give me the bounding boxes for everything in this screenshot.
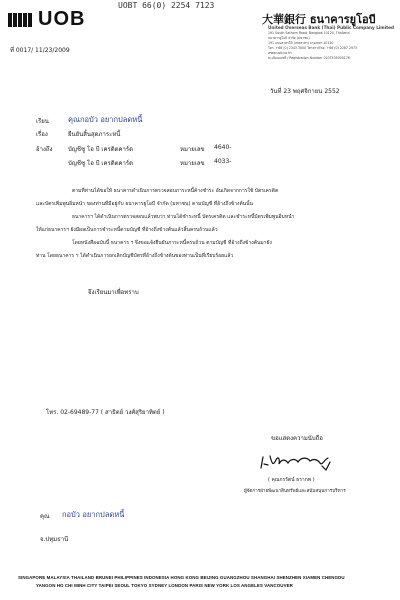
recipient-name: คุณกอบัว อยากปลดหนี้	[68, 115, 143, 124]
body-line: และบัตรเพิ่มพูนอิ่มหนำ ของท่านที่มีอยู่กับ ธนาคารยูโอบี จำกัด (มหาชน) ตามบัญชี ที่อ้างถึงข้างต้นนั้น	[36, 201, 253, 207]
reference-number-label: หมายเลข	[180, 160, 205, 167]
letter-date: วันที่ 23 พฤศจิกายน 2552	[270, 88, 340, 95]
registration-number: ทะเบียนเลขที่ / Registration Number 0107535000176	[268, 56, 350, 60]
reference-number-label: หมายเลข	[180, 146, 205, 153]
regards-text: ขอแสดงความนับถือ	[271, 435, 323, 442]
body-line: ท่าน โดยธนาคาร ฯ ได้ดำเนินการยกเลิกบัญชีบัตรที่อ้างถึงข้างต้นของท่านเป็นที่เรียบร้อยแล้ว	[36, 253, 234, 259]
address-line: ธนาคารยูโอบี จำกัด (มหาชน)	[268, 36, 310, 40]
envelope-province: จ.ปทุมธานี	[40, 536, 69, 543]
reference-account: บัญชีซู โอ บี เครดิตคาร์ด	[68, 160, 134, 167]
bank-name-en: United Overseas Bank (Thai) Public Company Limited	[268, 25, 394, 30]
footer-cities-line: SINGAPORE MALAYSIA THAILAND BRUNEI PHILIPPINES INDONESIA HONG KONG BEIJING GUANGZHOU SHANGHAI SHENZHEN XIAMEN CHENGDU	[18, 575, 345, 580]
document-number: ที่ 0017/ 11/23/2009	[10, 47, 70, 54]
reference-number: 4033-	[214, 158, 232, 165]
signer-title: ผู้จัดการฝ่ายพัฒนาสินทรัพย์และสนับสนุนการบริหาร	[244, 489, 346, 494]
fax-ref-code: UOBT 66(0) 2254 7123	[118, 1, 215, 10]
footer-cities-line: YANGON HO CHI MINH CITY TAIPEI SEOUL TOKYO SYDNEY LONDON PARIS NEW YORK LOS ANGELES VANCOUVER	[36, 583, 293, 588]
closing-text: จึงเรียนมาเพื่อทราบ	[88, 289, 139, 296]
address-line: โทร. +66 (0) 2343 3000 โทรสาร/Fax. +66 (0) 2287 2973	[268, 46, 358, 50]
reference-label: อ้างถึง	[36, 146, 53, 153]
handwritten-signature	[258, 452, 338, 474]
uob-logo-mark	[8, 12, 38, 26]
address-line: www.uob.co.th	[268, 51, 292, 55]
address-line: 191 ถนนสาทรใต้ (เขตสาทร) กรุงเทพฯ 10120	[268, 41, 334, 45]
contact-phone: โทร. 02-69489-77 ( สาธิตย์ วงศ์สุริยาทิตย์ )	[46, 409, 165, 416]
subject-label: เรื่อง	[36, 131, 48, 138]
signer-name: ( คุณกรรัตน์ ธรากพ )	[268, 477, 315, 483]
bank-name-th: 大華銀行 ธนาคารยูโอบี	[262, 13, 376, 26]
to-label: เรียน	[36, 118, 49, 125]
reference-account: บัญชีซู โอ บี เครดิตคาร์ด	[68, 146, 134, 153]
address-line: 191 South Sathorn Road, Bangkok 10120, Thailand.	[268, 31, 351, 35]
envelope-to-label: คุณ	[40, 513, 50, 520]
envelope-recipient-name: กอบัว อยากปลดหนี้	[62, 510, 125, 519]
uob-logo-text: UOB	[38, 8, 86, 30]
reference-number: 4640-	[214, 144, 232, 151]
body-line: ให้แก่ธนาคารฯ ยังมีผลเป็นการชำระหนี้ตามบัญชี ที่อ้างถึงข้างต้นแล้วสิ้นครบถ้วนแล้ว	[36, 227, 218, 233]
body-line: ธนาคารฯ ได้ดำเนินการตรวจสอบแล้วพบว่า ท่านได้ชำระหนี้ บัตรเครดิต และชำระหนี้บัตรเพิ่มพูนอิ่มหนำ	[72, 214, 295, 220]
subject-text: ยืนยันสิ้นสุดภาระหนี้	[68, 131, 121, 138]
body-line: โดยหนังสือฉบับนี้ ธนาคาร ฯ จึงขอแจ้งยืนยันภาระหนี้ครบถ้วน ตามบัญชี ที่อ้างถึงข้างต้นมายัง	[72, 240, 272, 246]
body-line: ตามที่ท่านได้ขอให้ ธนาคารดำเนินการตรวจสอบภาระหนี้ค้างชำระ อันเกิดจากการใช้ บัตรเครดิต	[72, 188, 279, 194]
